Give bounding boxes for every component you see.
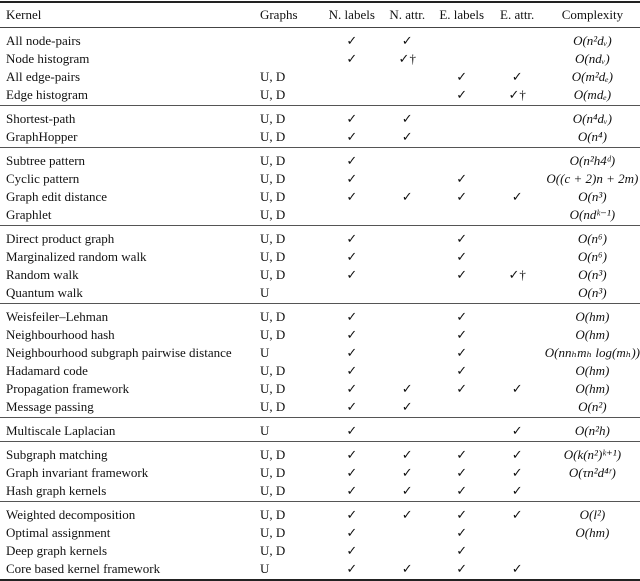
- node-labels-check: ✓: [346, 266, 358, 282]
- kernel-name: Neighbourhood hash: [6, 326, 115, 342]
- kernel-name: Hash graph kernels: [6, 482, 107, 498]
- kernel-name: Weisfeiler–Lehman: [6, 308, 109, 324]
- node-labels-check: ✓: [346, 308, 358, 324]
- table-row: [0, 397, 640, 418]
- kernel-name: GraphHopper: [6, 128, 78, 144]
- edge-attributes-check: [490, 247, 545, 265]
- graph-types: U, D: [259, 464, 286, 480]
- kernel-name: All edge-pairs: [6, 68, 81, 84]
- kernel-name: Direct product graph: [6, 230, 115, 246]
- edge-labels-check: ✓: [456, 308, 468, 324]
- table-row: [0, 67, 640, 85]
- node-attributes-check: ✓: [401, 380, 413, 396]
- table-row: [0, 418, 640, 442]
- kernel-name: Random walk: [6, 266, 79, 282]
- node-labels-check: ✓: [346, 560, 358, 576]
- complexity: O(hm): [575, 380, 610, 396]
- graph-types: U: [259, 344, 270, 360]
- complexity: O(hm): [575, 308, 610, 324]
- table-row: [0, 304, 640, 326]
- complexity: O(hm): [575, 326, 610, 342]
- node-attributes-check: [381, 247, 434, 265]
- complexity: O(n²h): [574, 422, 610, 438]
- edge-attributes-check: [490, 541, 545, 559]
- complexity: O(hm): [575, 362, 610, 378]
- edge-attributes-check: ✓: [511, 188, 523, 204]
- node-labels-check: ✓: [346, 422, 358, 438]
- complexity: O(mdₑ): [573, 86, 612, 102]
- edge-attributes-check: ✓: [511, 464, 523, 480]
- node-attributes-check: ✓: [401, 110, 413, 126]
- edge-labels-check: ✓: [456, 380, 468, 396]
- edge-attributes-check: [490, 397, 545, 418]
- graph-types: U, D: [259, 506, 286, 522]
- node-labels-check: ✓: [346, 188, 358, 204]
- complexity: O(ndᵥ): [575, 50, 610, 66]
- edge-attributes-check: [490, 361, 545, 379]
- kernel-name: Node histogram: [6, 50, 90, 66]
- node-attributes-check: [381, 148, 434, 170]
- table-row: [0, 127, 640, 148]
- complexity: O(k(n²)ᵏ⁺¹): [563, 446, 622, 462]
- node-labels-check: ✓: [346, 506, 358, 522]
- edge-labels-check: [434, 106, 490, 128]
- kernel-name: Cyclic pattern: [6, 170, 80, 186]
- edge-labels-check: [434, 127, 490, 148]
- edge-labels-check: ✓: [456, 68, 468, 84]
- complexity: O(n²h4ᵈ): [569, 152, 616, 168]
- complexity: [545, 541, 640, 559]
- edge-attributes-check: ✓: [511, 560, 523, 576]
- kernel-name: Propagation framework: [6, 380, 130, 396]
- table-row: [0, 28, 640, 50]
- node-labels-check: [323, 67, 381, 85]
- table-header-row: [0, 2, 640, 28]
- complexity: O(l²): [579, 506, 606, 522]
- graph-types: U, D: [259, 170, 286, 186]
- edge-attributes-check: [490, 226, 545, 248]
- node-attributes-check: [381, 283, 434, 304]
- node-attributes-check: [381, 226, 434, 248]
- graph-types: U, D: [259, 326, 286, 342]
- complexity: O(n⁶): [577, 248, 607, 264]
- edge-attributes-check: ✓: [511, 506, 523, 522]
- edge-attributes-check: [490, 523, 545, 541]
- node-labels-check: [323, 205, 381, 226]
- complexity: O(n⁶): [577, 230, 607, 246]
- edge-attributes-check: [490, 106, 545, 128]
- edge-attributes-check: ✓: [511, 68, 523, 84]
- complexity: O(ndᵏ⁻¹): [569, 206, 616, 222]
- edge-labels-check: ✓: [456, 506, 468, 522]
- edge-labels-check: [434, 28, 490, 50]
- node-attributes-check: ✓: [401, 464, 413, 480]
- graph-types: U, D: [259, 248, 286, 264]
- node-attributes-check: ✓: [401, 482, 413, 498]
- edge-labels-check: ✓: [456, 326, 468, 342]
- node-attributes-check: [381, 265, 434, 283]
- kernel-name: Subgraph matching: [6, 446, 108, 462]
- edge-attributes-check: [490, 49, 545, 67]
- node-labels-check: ✓: [346, 482, 358, 498]
- table-row: [0, 106, 640, 128]
- table-row: [0, 226, 640, 248]
- edge-labels-check: ✓: [456, 542, 468, 558]
- kernel-name: Subtree pattern: [6, 152, 86, 168]
- table-row: [0, 559, 640, 580]
- kernel-group: [0, 304, 640, 418]
- table-row: [0, 343, 640, 361]
- complexity: O(n⁴): [577, 128, 607, 144]
- edge-attributes-check: [490, 127, 545, 148]
- edge-labels-check: [434, 205, 490, 226]
- edge-labels-check: [434, 283, 490, 304]
- kernel-name: Shortest-path: [6, 110, 76, 126]
- table-row: [0, 502, 640, 524]
- table-row: [0, 463, 640, 481]
- edge-attributes-check: [490, 283, 545, 304]
- graph-types: [260, 28, 323, 50]
- kernel-group: [0, 106, 640, 148]
- graph-types: U, D: [259, 68, 286, 84]
- edge-labels-check: ✓: [456, 188, 468, 204]
- graph-types: U, D: [259, 482, 286, 498]
- edge-labels-check: ✓: [456, 86, 468, 102]
- edge-attributes-check: [490, 304, 545, 326]
- kernel-name: Weighted decomposition: [6, 506, 136, 522]
- table-row: [0, 481, 640, 502]
- edge-attributes-check: ✓†: [508, 86, 526, 102]
- table-row: [0, 283, 640, 304]
- edge-attributes-check: ✓: [511, 422, 523, 438]
- node-attributes-check: ✓: [401, 398, 413, 414]
- graph-types: U: [259, 422, 270, 438]
- complexity: [545, 559, 640, 580]
- table-row: [0, 541, 640, 559]
- node-labels-check: ✓: [346, 152, 358, 168]
- kernel-name: All node-pairs: [6, 32, 81, 48]
- complexity: O(m²dₑ): [571, 68, 614, 84]
- edge-labels-check: ✓: [456, 344, 468, 360]
- node-labels-check: ✓: [346, 362, 358, 378]
- node-labels-check: ✓: [346, 446, 358, 462]
- node-attributes-check: [381, 418, 434, 442]
- edge-labels-check: ✓: [456, 464, 468, 480]
- edge-attributes-check: ✓†: [508, 266, 526, 282]
- kernel-group: [0, 148, 640, 226]
- kernel-name: Multiscale Laplacian: [6, 422, 116, 438]
- edge-attributes-check: [490, 325, 545, 343]
- node-labels-check: ✓: [346, 398, 358, 414]
- node-labels-check: ✓: [346, 128, 358, 144]
- node-labels-check: ✓: [346, 326, 358, 342]
- node-labels-check: ✓: [346, 344, 358, 360]
- graph-types: U, D: [259, 380, 286, 396]
- node-labels-check: [323, 85, 381, 106]
- table-row: [0, 49, 640, 67]
- edge-labels-check: ✓: [456, 230, 468, 246]
- complexity: O(hm): [575, 524, 610, 540]
- kernel-comparison-table: [0, 1, 640, 581]
- kernel-name: Graph edit distance: [6, 188, 108, 204]
- header-edge-labels: E. labels: [439, 7, 485, 22]
- node-labels-check: ✓: [346, 542, 358, 558]
- table-row: [0, 247, 640, 265]
- edge-labels-check: ✓: [456, 170, 468, 186]
- graph-types: U, D: [259, 398, 286, 414]
- edge-labels-check: [434, 148, 490, 170]
- header-kernel: Kernel: [6, 7, 42, 22]
- graph-types: U, D: [259, 266, 286, 282]
- edge-labels-check: [434, 418, 490, 442]
- complexity: O(n⁴dᵥ): [572, 110, 612, 126]
- graph-types: U, D: [259, 446, 286, 462]
- complexity: O(n³): [578, 266, 607, 282]
- table-row: [0, 361, 640, 379]
- edge-labels-check: [434, 49, 490, 67]
- node-labels-check: ✓: [346, 32, 358, 48]
- edge-labels-check: ✓: [456, 560, 468, 576]
- kernel-group: [0, 28, 640, 106]
- graph-types: U, D: [259, 110, 286, 126]
- edge-labels-check: ✓: [456, 524, 468, 540]
- header-complexity: Complexity: [561, 7, 624, 22]
- edge-attributes-check: ✓: [511, 482, 523, 498]
- edge-labels-check: [434, 397, 490, 418]
- node-attributes-check: [381, 325, 434, 343]
- complexity: O(n²dᵥ): [573, 32, 612, 48]
- graph-types: U, D: [259, 128, 286, 144]
- node-labels-check: ✓: [346, 110, 358, 126]
- table-row: [0, 325, 640, 343]
- node-attributes-check: [381, 169, 434, 187]
- node-attributes-check: ✓†: [398, 50, 416, 66]
- complexity: O((c + 2)n + 2m): [546, 170, 639, 186]
- graph-types: U, D: [259, 86, 286, 102]
- kernel-name: Quantum walk: [6, 284, 83, 300]
- node-labels-check: ✓: [346, 524, 358, 540]
- kernel-name: Marginalized random walk: [6, 248, 147, 264]
- node-labels-check: ✓: [346, 248, 358, 264]
- graph-types: U, D: [259, 362, 286, 378]
- graph-types: [260, 49, 323, 67]
- edge-attributes-check: ✓: [511, 446, 523, 462]
- table-row: [0, 187, 640, 205]
- kernel-group: [0, 418, 640, 442]
- edge-attributes-check: [490, 343, 545, 361]
- kernel-name: Deep graph kernels: [6, 542, 108, 558]
- node-attributes-check: [381, 361, 434, 379]
- node-labels-check: ✓: [346, 50, 358, 66]
- kernel-name: Core based kernel framework: [6, 560, 161, 576]
- node-attributes-check: ✓: [401, 506, 413, 522]
- table-row: [0, 265, 640, 283]
- edge-attributes-check: [490, 148, 545, 170]
- node-attributes-check: [381, 523, 434, 541]
- node-attributes-check: ✓: [401, 188, 413, 204]
- graph-types: U, D: [259, 188, 286, 204]
- kernel-group: [0, 502, 640, 581]
- kernel-name: Hadamard code: [6, 362, 88, 378]
- table-row: [0, 148, 640, 170]
- node-attributes-check: [381, 205, 434, 226]
- graph-types: U, D: [259, 152, 286, 168]
- table-row: [0, 523, 640, 541]
- kernel-name: Graph invariant framework: [6, 464, 149, 480]
- graph-types: U, D: [259, 206, 286, 222]
- node-attributes-check: ✓: [401, 446, 413, 462]
- edge-labels-check: ✓: [456, 446, 468, 462]
- node-labels-check: [323, 283, 381, 304]
- node-attributes-check: ✓: [401, 128, 413, 144]
- kernel-name: Message passing: [6, 398, 94, 414]
- graph-types: U: [259, 560, 270, 576]
- graph-types: U, D: [259, 542, 286, 558]
- complexity: O(τn²d⁴ʳ): [568, 464, 616, 480]
- table-row: [0, 379, 640, 397]
- node-labels-check: ✓: [346, 170, 358, 186]
- node-labels-check: ✓: [346, 464, 358, 480]
- header-graphs: Graphs: [259, 7, 298, 22]
- edge-attributes-check: [490, 28, 545, 50]
- table-row: [0, 85, 640, 106]
- graph-types: U: [259, 284, 270, 300]
- table-row: [0, 205, 640, 226]
- edge-labels-check: ✓: [456, 248, 468, 264]
- header-node-labels: N. labels: [328, 7, 375, 22]
- edge-labels-check: ✓: [456, 362, 468, 378]
- node-attributes-check: ✓: [401, 560, 413, 576]
- kernel-name: Edge histogram: [6, 86, 88, 102]
- graph-types: U, D: [259, 524, 286, 540]
- node-attributes-check: [381, 304, 434, 326]
- node-attributes-check: [381, 343, 434, 361]
- node-attributes-check: [381, 67, 434, 85]
- node-labels-check: ✓: [346, 230, 358, 246]
- node-attributes-check: [381, 541, 434, 559]
- header-edge-attributes: E. attr.: [500, 7, 535, 22]
- node-labels-check: ✓: [346, 380, 358, 396]
- graph-types: U, D: [259, 230, 286, 246]
- kernel-name: Graphlet: [6, 206, 52, 222]
- complexity: O(n³): [578, 284, 607, 300]
- kernel-group: [0, 442, 640, 502]
- edge-attributes-check: [490, 169, 545, 187]
- edge-labels-check: ✓: [456, 266, 468, 282]
- complexity: O(n³): [578, 188, 607, 204]
- table-row: [0, 169, 640, 187]
- table-row: [0, 442, 640, 464]
- graph-types: U, D: [259, 308, 286, 324]
- complexity: O(n²): [578, 398, 607, 414]
- kernel-name: Neighbourhood subgraph pairwise distance: [6, 344, 232, 360]
- node-attributes-check: ✓: [401, 32, 413, 48]
- node-attributes-check: [381, 85, 434, 106]
- kernel-name: Optimal assignment: [6, 524, 111, 540]
- kernel-group: [0, 226, 640, 304]
- header-node-attributes: N. attr.: [389, 7, 426, 22]
- edge-labels-check: ✓: [456, 482, 468, 498]
- edge-attributes-check: ✓: [511, 380, 523, 396]
- complexity: [545, 481, 640, 502]
- edge-attributes-check: [490, 205, 545, 226]
- complexity: O(nnₕmₕ log(mₕ)): [544, 344, 640, 360]
